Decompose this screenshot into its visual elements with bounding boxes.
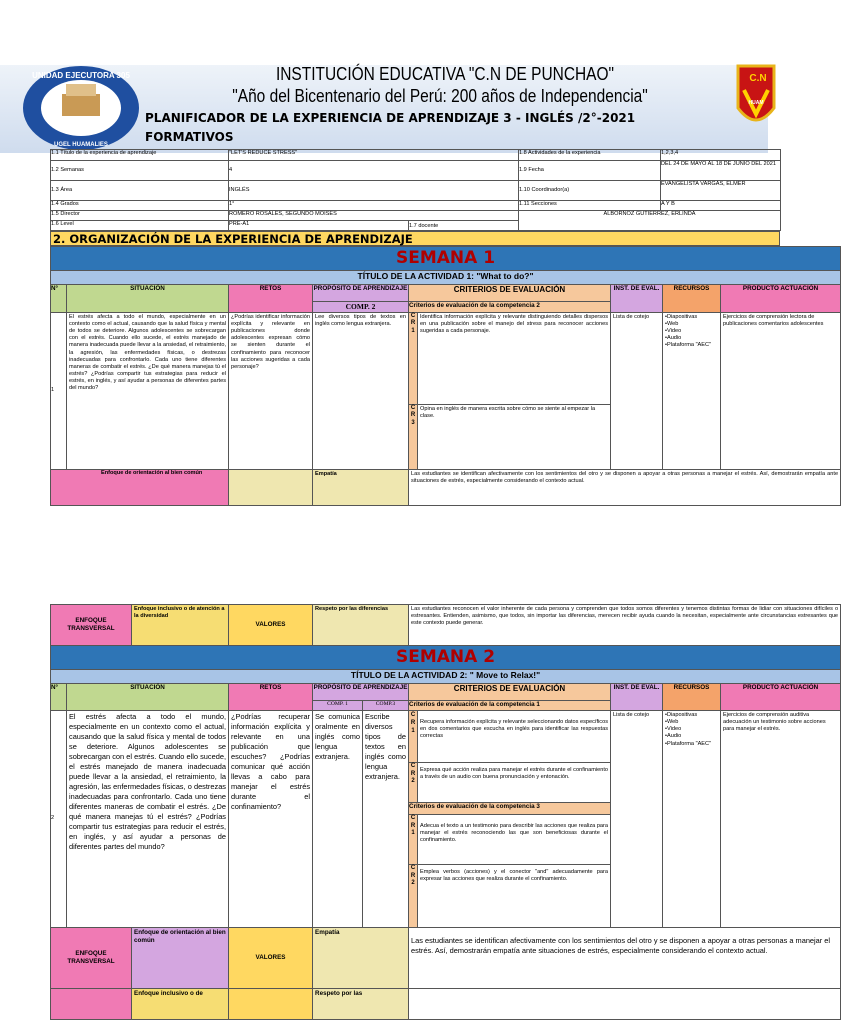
criteria-subheader: Criterios de evaluación de la competencia 3 <box>409 803 611 815</box>
product-text: Ejercicios de comprensión auditiva adecuación un testimonio sobre acciones para manejar el estrés. <box>721 711 841 928</box>
col-number-header: N° <box>51 285 67 313</box>
general-info-table <box>50 149 781 231</box>
col-purpose-header: PROPÓSITO DE APRENDIZAJE <box>313 285 409 302</box>
info-label: 1.7 docente <box>409 221 519 231</box>
info-label: 1.10 Coordinador(a) <box>519 181 661 201</box>
info-label: 1.5 Director <box>51 211 229 221</box>
criterion-text: Emplea verbos (acciones) y el conector "and" adecuadamente para expresar las acciones que realiza durante el confinamiento. <box>418 865 611 928</box>
info-value: A Y B <box>661 201 781 211</box>
cross-approach-text: Enfoque de orientación al bien común <box>101 469 203 476</box>
week-1-table <box>50 246 841 506</box>
info-label: 1.2 Semanas <box>51 161 229 181</box>
col-resources-header: RECURSOS <box>663 285 721 313</box>
col-challenges-header: RETOS <box>229 285 313 313</box>
value-name: Empatía <box>313 469 409 505</box>
week-2-activity-title: TÍTULO DE LA ACTIVIDAD 2: " Move to Relax!" <box>51 670 841 684</box>
info-label: 1.9 Fecha <box>519 161 661 181</box>
values-label-cell <box>229 469 313 505</box>
week-1-title: SEMANA 1 <box>51 247 841 271</box>
cross-approach-text: Enfoque de orientación al bien común <box>131 928 228 988</box>
competency-1-label: COMP. 1 <box>313 701 363 711</box>
challenges-text: ¿Podrías recuperar información explícita y relevante en una publicación que escuches? ¿Podrías comunicar qué acción llevas a cabo para manejar el estrés durante el confinamiento? <box>229 711 313 928</box>
criteria-subheader: Criterios de evaluación de la competencia 1 <box>409 701 611 711</box>
col-product-header: PRODUCTO ACTUACIÓN <box>721 285 841 313</box>
col-instrument-header: INST. DE EVAL. <box>611 684 663 711</box>
resource-item: • Video <box>665 726 718 733</box>
info-value: INGLÉS <box>229 181 519 201</box>
competency-3-label: COMP.3 <box>363 701 409 711</box>
crest-bottom-text: HUAM <box>748 100 764 106</box>
unidad-ejecutora-logo <box>18 64 144 152</box>
cross-approach-label: ENFOQUE TRANSVERSAL <box>67 949 115 965</box>
section-2-title <box>50 231 780 246</box>
value-name: Respeto por las diferencias <box>313 605 409 646</box>
criterion-code: C R 2 <box>409 865 418 928</box>
value-description: Las estudiantes se identifican afectivamente con los sentimientos del otro y se disponen a apoyar a otras personas a manejar el estrés. Así, demostrarán empatía ante situaciones de estrés, especialmente considerando el contexto actual. <box>409 928 841 989</box>
info-value: ROMERO ROSALES, SEGUNDO MOISES <box>229 211 519 221</box>
col-situation-header: SITUACIÓN <box>67 285 229 313</box>
resource-item: • Diapositivas <box>665 314 718 321</box>
criterion-text: Expresa qué acción realiza para manejar el estrés durante el confinamiento a través de un audio con buena pronunciación y entonación. <box>418 763 611 803</box>
resources-list <box>663 711 721 928</box>
year-motto: "Año del Bicentenario del Perú: 200 años de Independencia" <box>232 86 648 106</box>
col-instrument-header: INST. DE EVAL. <box>611 285 663 313</box>
week-1-activity-title: TÍTULO DE LA ACTIVIDAD 1: "What to do?" <box>51 271 841 285</box>
resource-item: • Video <box>665 328 718 335</box>
info-value: PRE-A1 <box>229 221 409 231</box>
page-2 <box>0 604 839 1024</box>
info-label: 1.4 Grados <box>51 201 229 211</box>
value-name: Respeto por las <box>313 989 409 1020</box>
week-2-table <box>50 604 841 1020</box>
criteria-subheader: Criterios de evaluación de la competencia 2 <box>409 302 611 313</box>
resource-item: • Web <box>665 719 718 726</box>
value-name: Empatía <box>313 928 409 989</box>
info-label: 1.11 Secciones <box>519 201 661 211</box>
cross-approach-row <box>51 605 229 646</box>
col-criteria-header: CRITERIOS DE EVALUACIÓN <box>409 285 611 302</box>
cross-approach-text: Enfoque inclusivo o de atención a la diversidad <box>131 605 228 645</box>
product-text: Ejercicios de comprensión lectora de publicaciones comentarios adolescentes <box>721 312 841 469</box>
situation-text: El estrés afecta a todo el mundo, especialmente en un contexto como el actual, causando que la salud física y mental de todos se deteriore. Algunos adolescentes se sobrecargan con el estrés. Cuando ello sucede, el estrés manejado de manera inadecuada puede llevar a la ansiedad, el retraimiento, la agresión, las enfermedades físicas, o destrezas inadecuadas para confrontarlo. Cada uno tiene diferentes maneras de combatir el estrés. ¿De qué manera manejas tú el estrés? ¿Podrías compartir tus estrategias para reducir el estrés, en inglés, y así ayudar a personas de diferentes partes del mundo? <box>67 312 229 469</box>
purpose-3-text: Escribe diversos tipos de textos en inglés como lengua extranjera. <box>363 711 409 928</box>
values-label-cell <box>229 989 313 1020</box>
cross-approach-row <box>51 928 229 989</box>
values-label: VALORES <box>229 928 313 989</box>
info-value: 1,2,3,4 <box>661 150 781 161</box>
info-value: "LET'S REDUCE STRESS" <box>229 150 519 161</box>
cross-approach-text: Enfoque inclusivo o de <box>131 989 228 1019</box>
page-break <box>0 548 768 604</box>
col-resources-header: RECURSOS <box>663 684 721 711</box>
instrument-text: Lista de cotejo <box>611 312 663 469</box>
planner-subtitle: FORMATIVOS <box>145 130 234 144</box>
institution-title: INSTITUCIÓN EDUCATIVA "C.N DE PUNCHAO" <box>275 64 615 84</box>
resource-item: • Plataforma "AEC" <box>665 342 718 349</box>
activity-number: 2 <box>51 711 67 928</box>
resources-list <box>663 312 721 469</box>
planner-title: PLANIFICADOR DE LA EXPERIENCIA DE APRENDIZAJE 3 - INGLÉS /2°-2021 <box>145 111 636 125</box>
criterion-text: Recupera información explícita y relevante seleccionando datos específicos en dos comentarios que escucha en inglés para identificar las respuestas correctas <box>418 711 611 763</box>
criterion-code: C R 1 <box>409 312 418 404</box>
info-value: 4 <box>229 161 519 181</box>
instrument-text: Lista de cotejo <box>611 711 663 928</box>
col-challenges-header: RETOS <box>229 684 313 711</box>
info-value: ALBORNOZ GUTIERREZ, ERLINDA <box>519 211 781 231</box>
value-description: Las estudiantes reconocen el valor inherente de cada persona y comprenden que todos somos diferentes y tenemos distintas formas de lidiar con situaciones difíciles o estresantes. Entienden, asimismo, que todos, sin importar las diferencias, merecen recibir ayuda cuando la necesitan, especialmente ante circunstancias estresantes que este contexto puede generar. <box>409 605 841 646</box>
competency-label: COMP. 2 <box>313 302 409 313</box>
col-criteria-header: CRITERIOS DE EVALUACIÓN <box>409 684 611 701</box>
criterion-code: C R 1 <box>409 711 418 763</box>
info-label: 1.1 Título de la experiencia de aprendizaje <box>51 150 229 161</box>
challenges-text: ¿Podrías identificar información explícita y relevante en publicaciones donde adolescentes expresan cómo se sienten durante el confinamiento para reconocer las acciones sugeridas a cada personaje? <box>229 312 313 469</box>
logo-ring-text: UNIDAD EJECUTORA 305 <box>32 71 130 80</box>
resource-item: • Plataforma "AEC" <box>665 741 718 748</box>
resource-item: • Diapositivas <box>665 712 718 719</box>
info-label: 1.6 Level <box>51 221 229 231</box>
activity-number: 1 <box>51 312 67 469</box>
purpose-text: Lee diversos tipos de textos en inglés como lengua extranjera. <box>313 312 409 469</box>
resource-item: • Audio <box>665 733 718 740</box>
value-description: Las estudiantes se identifican afectivamente con los sentimientos del otro y se disponen a apoyar a otras personas a manejar el estrés. Así, demostrarán empatía ante situaciones de estrés, especialmente considerando el contexto actual. <box>409 469 841 505</box>
criterion-text: Identifica información explícita y relevante distinguiendo detalles dispersos en una publicación sobre el manejo del stress para reconocer acciones sugeridas a cada personaje. <box>418 312 611 404</box>
info-value: EVANGELISTA VARGAS, ELMER <box>661 181 781 201</box>
info-value: DEL 24 DE MAYO AL 18 DE JUNIO DEL 2021 <box>661 161 781 181</box>
criterion-text: Adecua el texto a un testimonio para describir las acciones que realiza para manejar el estrés reconociendo las que son beneficiosas durante el confinamiento. <box>418 815 611 865</box>
criterion-text: Opina en inglés de manera escrita sobre cómo se siente al empezar la clase. <box>418 404 611 469</box>
section-2-title-text: 2. ORGANIZACIÓN DE LA EXPERIENCIA DE APRENDIZAJE <box>53 232 413 246</box>
info-label: 1.8 Actividades de la experiencia <box>519 150 661 161</box>
criterion-code: C R 3 <box>409 404 418 469</box>
situation-text: El estrés afecta a todo el mundo, especialmente en un contexto como el actual, causando que la salud física y mental de todos se deteriore. Algunos adolescentes se sobrecargan con el estrés. Cuando ello sucede, el estrés manejado de manera inadecuada puede llevar a la ansiedad, el retraimiento, la agresión, las enfermedades físicas, o destrezas inadecuadas para confrontarlo. Cada uno tiene diferentes maneras de combatir el estrés. ¿De qué manera manejas tú el estrés? ¿Podrías compartir tus estrategias para reducir el estrés, en inglés, y así ayudar a personas de diferentes partes del mundo? <box>67 711 229 928</box>
resource-item: • Audio <box>665 335 718 342</box>
criterion-code: C R 1 <box>409 815 418 865</box>
cross-approach-label: ENFOQUE TRANSVERSAL <box>67 616 115 632</box>
criterion-code: C R 2 <box>409 763 418 803</box>
logo-ugel-text: UGEL HUAMALIES <box>54 142 108 148</box>
col-product-header: PRODUCTO ACTUACIÓN <box>721 684 841 711</box>
cross-approach-row <box>51 989 229 1020</box>
crest-top-text: C.N <box>749 73 767 84</box>
col-purpose-header: PROPÓSITO DE APRENDIZAJE <box>313 684 409 701</box>
resource-item: • Web <box>665 321 718 328</box>
col-situation-header: SITUACIÓN <box>67 684 229 711</box>
info-label: 1.3 Área <box>51 181 229 201</box>
info-value: 1° <box>229 201 519 211</box>
values-label: VALORES <box>229 605 313 646</box>
week-1-cross-approach-cell <box>51 469 229 505</box>
week-2-title: SEMANA 2 <box>51 646 841 670</box>
value-description-cell <box>409 989 841 1020</box>
purpose-1-text: Se comunica oralmente en inglés como lengua extranjera. <box>313 711 363 928</box>
col-number-header: N° <box>51 684 67 711</box>
